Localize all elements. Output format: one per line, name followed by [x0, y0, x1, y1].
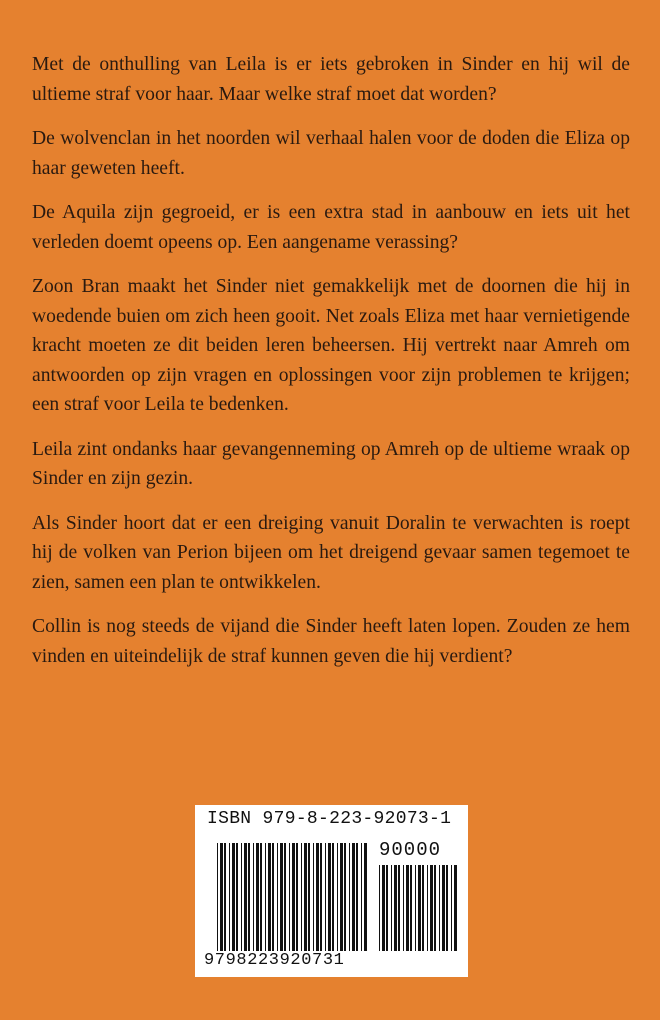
- blurb-paragraph-3: De Aquila zijn gegroeid, er is een extra stad in aanbouw en iets uit het verleden doemt opeens op. Een aangename verassing?: [32, 202, 630, 253]
- barcode-bar: [415, 865, 416, 951]
- barcode-bar: [332, 843, 334, 951]
- ean-bars: [217, 843, 367, 951]
- back-cover-blurb: [32, 50, 630, 686]
- barcode-bar: [301, 843, 302, 951]
- barcode-bar: [446, 865, 448, 951]
- barcode-bar: [253, 843, 254, 951]
- barcode-bar: [244, 843, 247, 951]
- blurb-paragraph-4: Zoon Bran maakt het Sinder niet gemakkelijk met de doornen die hij in woedende buien om zich heen gooit. Net zoals Eliza met haar vernietigende kracht moeten ze dit beiden leren beheersen. Hij vertrekt naar Amreh om antwoorden op zijn vragen en oplossingen voor zijn problemen te krijgen; een straf voor Leila te bedenken.: [32, 276, 630, 415]
- blurb-paragraph-2: De wolvenclan in het noorden wil verhaal halen voor de doden die Eliza op haar geweten heeft.: [32, 128, 630, 179]
- barcode-bar: [344, 843, 346, 951]
- barcode-bar: [316, 843, 319, 951]
- barcode-bar: [296, 843, 298, 951]
- barcode-bar: [349, 843, 350, 951]
- barcode-bar: [236, 843, 238, 951]
- barcode-bar: [313, 843, 314, 951]
- barcode-bar: [272, 843, 274, 951]
- barcode-bar: [229, 843, 230, 951]
- barcode-bar: [217, 843, 218, 951]
- barcode-bar: [451, 865, 452, 951]
- barcode-bar: [439, 865, 440, 951]
- barcode-bar: [277, 843, 278, 951]
- barcode-bar: [386, 865, 388, 951]
- barcode-bar: [394, 865, 397, 951]
- barcode-bar: [241, 843, 242, 951]
- barcode-bar: [410, 865, 412, 951]
- barcode-bar: [427, 865, 428, 951]
- barcode-bar: [418, 865, 421, 951]
- barcode-bar: [422, 865, 424, 951]
- ean-digits: 9798223920731: [204, 951, 345, 970]
- barcode-bar: [442, 865, 445, 951]
- barcode-bar: [220, 843, 223, 951]
- barcode-bar: [398, 865, 400, 951]
- barcode-bar: [379, 865, 380, 951]
- barcode-bar: [260, 843, 262, 951]
- barcode-bar: [382, 865, 385, 951]
- barcode-bar: [265, 843, 266, 951]
- barcode-bar: [248, 843, 250, 951]
- barcode-bar: [403, 865, 404, 951]
- price-code: 90000: [379, 839, 442, 861]
- barcode-bar: [308, 843, 310, 951]
- barcode-bar: [434, 865, 436, 951]
- barcode-bar: [280, 843, 283, 951]
- barcode-bar: [304, 843, 307, 951]
- barcode-bar: [352, 843, 355, 951]
- barcode-bar: [430, 865, 433, 951]
- barcode-bar: [406, 865, 409, 951]
- price-addon-bars: [379, 865, 457, 951]
- barcode-bar: [340, 843, 343, 951]
- barcode-bar: [256, 843, 259, 951]
- barcode-bar: [356, 843, 358, 951]
- blurb-paragraph-7: Collin is nog steeds de vijand die Sinder heeft laten lopen. Zouden ze hem vinden en uiteindelijk de straf kunnen geven die hij verdient?: [32, 616, 630, 667]
- barcode-bar: [364, 843, 367, 951]
- blurb-paragraph-5: Leila zint ondanks haar gevangenneming op Amreh op de ultieme wraak op Sinder en zijn gezin.: [32, 438, 630, 489]
- barcode-bar: [337, 843, 338, 951]
- barcode-bar: [454, 865, 457, 951]
- barcode-bar: [284, 843, 286, 951]
- barcode-bar: [292, 843, 295, 951]
- barcode-bar: [325, 843, 326, 951]
- blurb-paragraph-6: Als Sinder hoort dat er een dreiging vanuit Doralin te verwachten is roept hij de volken van Perion bijeen om het dreigend gevaar samen tegemoet te zien, samen een plan te ontwikkelen.: [32, 512, 630, 593]
- barcode-bar: [391, 865, 392, 951]
- barcode-bar: [232, 843, 235, 951]
- isbn-barcode: [195, 805, 468, 977]
- isbn-label: ISBN 979-8-223-92073-1: [207, 809, 452, 829]
- barcode-bar: [320, 843, 322, 951]
- barcode-bar: [361, 843, 362, 951]
- barcode-bar: [268, 843, 271, 951]
- barcode-bar: [224, 843, 226, 951]
- barcode-bar: [328, 843, 331, 951]
- blurb-paragraph-1: Met de onthulling van Leila is er iets gebroken in Sinder en hij wil de ultieme straf voor haar. Maar welke straf moet dat worden?: [32, 54, 630, 105]
- barcode-bar: [289, 843, 290, 951]
